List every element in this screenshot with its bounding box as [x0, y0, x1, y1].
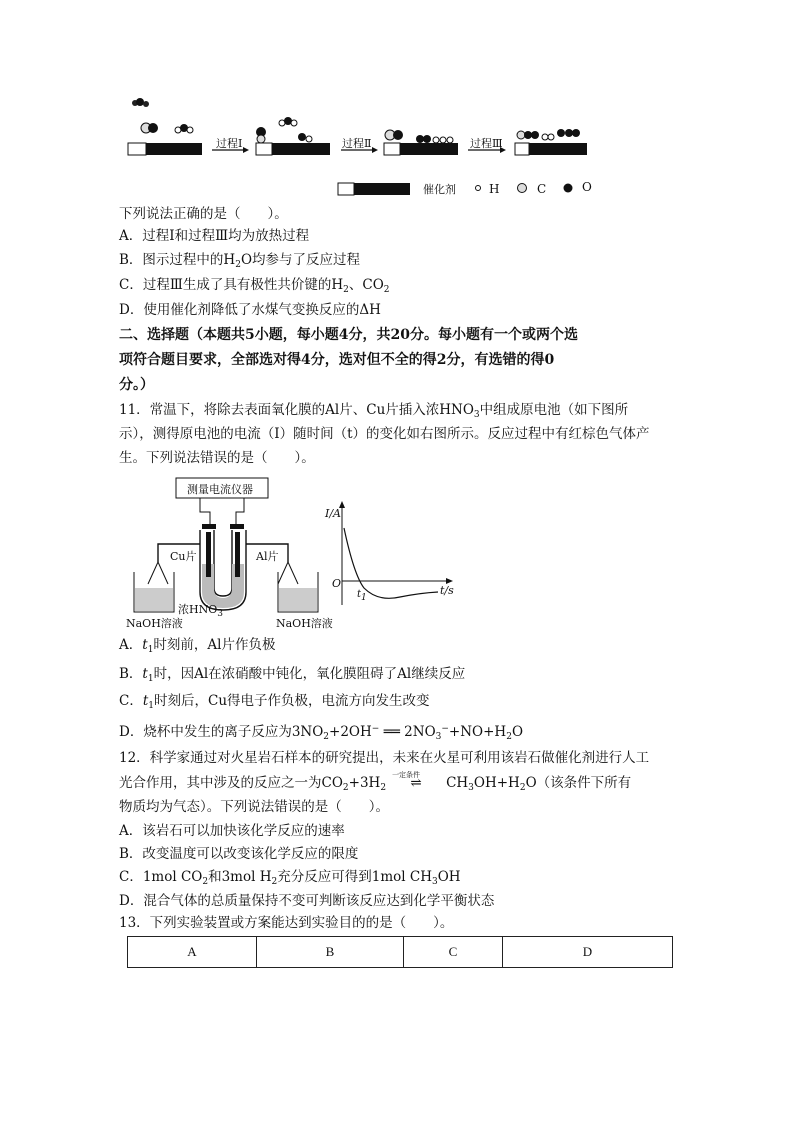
fig-naoh-right: NaOH溶液: [276, 617, 333, 630]
q11-line3: 生。下列说法错误的是（ ）。: [119, 450, 315, 466]
step1-label: 过程Ⅰ: [216, 137, 243, 150]
q10-option-c: C．过程Ⅲ生成了具有极性共价键的$H_2$、$CO_2$: [119, 277, 390, 295]
fig-al-label: Al片: [256, 550, 279, 563]
q13-options-table: [127, 936, 673, 968]
graph-ylabel: I/A: [325, 507, 341, 520]
legend-h: H: [489, 182, 500, 196]
table-header-c: C: [404, 937, 503, 968]
q10-option-b: B．图示过程中的$H_2O$均参与了反应过程: [119, 252, 361, 270]
step2-label: 过程Ⅱ: [342, 137, 372, 150]
q10-option-d: D．使用催化剂降低了水煤气变换反应的ΔH: [119, 302, 381, 318]
q10-stem: 下列说法正确的是（ ）。: [119, 206, 288, 222]
fig-cu-label: Cu片: [170, 550, 197, 563]
q12-line3: 物质均为气态）。下列说法错误的是（ ）。: [119, 799, 389, 815]
q11-option-c: C．$t_1$时刻后，Cu得电子作负极，电流方向发生改变: [119, 693, 430, 711]
fig-naoh-left: NaOH溶液: [126, 617, 183, 630]
legend-o: O: [582, 180, 592, 194]
q11-option-d: D．烧杯中发生的离子反应为$3NO_2+2OH^-$ ══ $2NO_3^-+NO+H_2O$: [119, 724, 524, 742]
q12-option-d: D．混合气体的总质量保持不变可判断该反应达到化学平衡状态: [119, 893, 495, 909]
section2-line2: 项符合题目要求，全部选对得4分，选对但不全的得2分，有选错的得0: [119, 352, 555, 368]
q12-option-a: A．该岩石可以加快该化学反应的速率: [119, 823, 345, 839]
q11-line1: 11．常温下，将除去表面氧化膜的Al片、Cu片插入浓$HNO_3$中组成原电池（如下图所: [119, 402, 629, 420]
table-header-a: A: [128, 937, 257, 968]
graph-origin: O: [332, 577, 342, 590]
q13-stem: 13．下列实验装置或方案能达到实验目的的是（ ）。: [119, 915, 454, 931]
table-header-d: D: [503, 937, 673, 968]
q12-option-b: B．改变温度可以改变该化学反应的限度: [119, 846, 359, 862]
q11-line2: 示），测得原电池的电流（I）随时间（t）的变化如右图所示。反应过程中有红棕色气体产: [119, 426, 650, 442]
fig-hno3-label: 浓$HNO_3$: [178, 603, 223, 619]
section2-line3: 分。）: [119, 377, 154, 393]
q12-line2: 光合作用，其中涉及的反应之一为$CO_2+3H_2$ 一定条件 ⇌ $CH_3OH+H_2O$（该条件下所有: [119, 771, 632, 793]
q10-option-a: A．过程Ⅰ和过程Ⅲ均为放热过程: [119, 228, 310, 244]
q12-line1: 12．科学家通过对火星岩石样本的研究提出，未来在火星可利用该岩石做催化剂进行人工: [119, 750, 650, 766]
legend-catalyst: 催化剂: [423, 183, 456, 196]
fig-instrument-label: 测量电流仪器: [187, 483, 253, 496]
legend-c: C: [537, 182, 547, 196]
q11-option-b: B．$t_1$时，因Al在浓硝酸中钝化，氧化膜阻碍了Al继续反应: [119, 666, 466, 684]
section2-line1: 二、选择题（本题共5小题，每小题4分，共20分。每小题有一个或两个选: [119, 327, 578, 343]
graph-xlabel: t/s: [440, 584, 454, 597]
q11-option-a: A．$t_1$时刻前，Al片作负极: [119, 637, 276, 655]
q12-option-c: C．1mol $CO_2$和3mol $H_2$充分反应可得到1mol $CH_3OH$: [119, 869, 461, 887]
table-row: [128, 937, 673, 968]
step3-label: 过程Ⅲ: [470, 137, 503, 150]
table-header-b: B: [257, 937, 404, 968]
graph-t1: $t_1$: [357, 589, 367, 603]
